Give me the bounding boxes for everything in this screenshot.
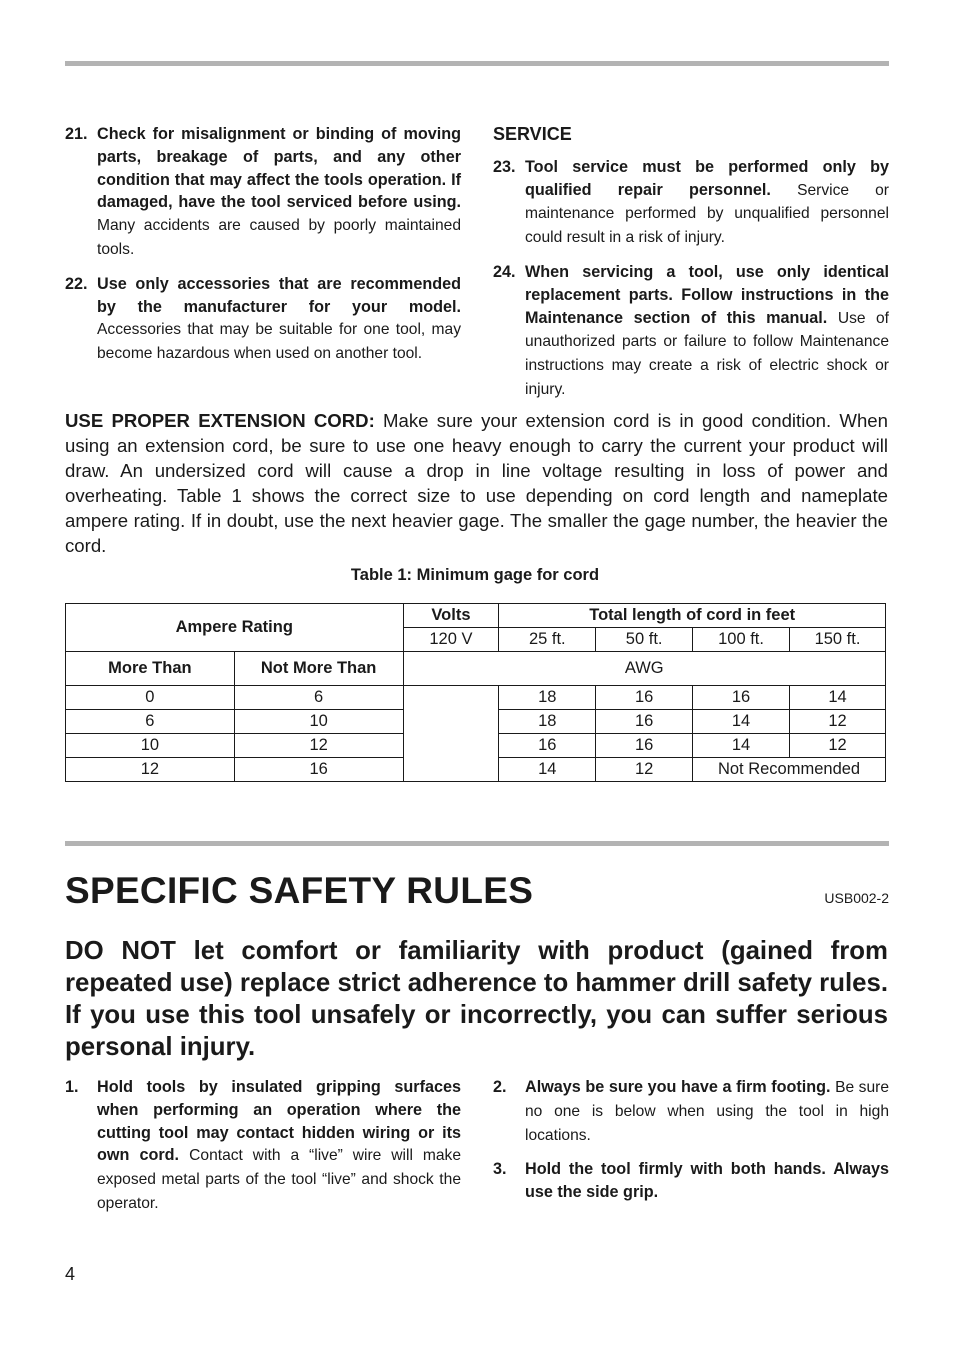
right-column	[493, 123, 889, 413]
cell-notmore: 6	[234, 686, 403, 710]
cell-more: 0	[66, 686, 235, 710]
list-item	[493, 156, 889, 250]
extension-cord-lead: USE PROPER EXTENSION CORD:	[65, 410, 375, 431]
cell-g150: 12	[790, 710, 886, 734]
item-bold-text: Tool service must be performed only by qualified repair personnel.	[525, 157, 889, 199]
cell-not-recommended: Not Recommended	[693, 758, 886, 782]
list-item	[493, 1076, 889, 1147]
item-bold-text: When servicing a tool, use only identical replacement parts. Follow instructions in the Maintenance section of this manual.	[525, 262, 889, 327]
table-header-row	[66, 652, 886, 686]
document-code: USB002-2	[824, 890, 889, 906]
extension-cord-body: Make sure your extension cord is in good condition. When using an extension cord, be sure to use one heavy enough to carry the current your product will draw. An undersized cord will cause a drop in line voltage resulting in loss of power and overheating. Table 1 shows the correct size to use depending on cord length and nameplate ampere rating. If in doubt, use the next heavier gage. The smaller the gage number, the heavier the cord.	[65, 410, 888, 556]
volts-header: Volts	[403, 604, 499, 628]
cell-g150: 14	[790, 686, 886, 710]
item-normal-text: Accessories that may be suitable for one tool, may become hazardous when used on another tool.	[97, 321, 461, 363]
item-text	[525, 1158, 889, 1205]
cell-g50: 16	[596, 686, 693, 710]
cell-g100: 16	[693, 686, 790, 710]
cell-g50: 16	[596, 710, 693, 734]
more-than-header: More Than	[66, 652, 235, 686]
length-25: 25 ft.	[499, 628, 596, 652]
item-text	[97, 1076, 461, 1216]
specific-right-column	[493, 1076, 889, 1216]
item-number: 23.	[493, 157, 516, 176]
specific-left-column	[65, 1076, 461, 1227]
item-text	[525, 156, 889, 250]
cell-g100: 14	[693, 710, 790, 734]
length-150: 150 ft.	[790, 628, 886, 652]
cell-notmore: 12	[234, 734, 403, 758]
cell-g25: 18	[499, 686, 596, 710]
cell-g100: 14	[693, 734, 790, 758]
item-normal-text: Service or maintenance performed by unqualified personnel could result in a risk of injury.	[525, 181, 889, 247]
not-more-than-header: Not More Than	[234, 652, 403, 686]
cell-more: 10	[66, 734, 235, 758]
item-text	[97, 273, 461, 366]
item-number: 21.	[65, 125, 88, 143]
item-normal-text: Many accidents are caused by poorly maintained tools.	[97, 217, 461, 258]
left-column	[65, 123, 461, 377]
volt-value: 120 V	[403, 628, 499, 652]
length-header: Total length of cord in feet	[499, 604, 886, 628]
item-bold-text: Hold tools by insulated gripping surfaces when performing an operation where the cutting tool may contact hidden wiring or its own cord.	[97, 1078, 461, 1165]
cell-g50: 12	[596, 758, 693, 782]
list-item	[493, 261, 889, 402]
ampere-rating-header: Ampere Rating	[66, 604, 404, 652]
item-number: 24.	[493, 262, 516, 281]
extension-cord-paragraph	[65, 408, 888, 558]
table-caption: Table 1: Minimum gage for cord	[350, 566, 600, 584]
item-normal-text: Be sure no one is below when using the tool in high locations.	[525, 1079, 889, 1144]
cell-more: 12	[66, 758, 235, 782]
item-text	[525, 1076, 889, 1147]
volts-blank-cell	[403, 686, 499, 782]
item-number: 2.	[493, 1078, 507, 1096]
section-title: SPECIFIC SAFETY RULES	[65, 870, 534, 911]
item-number: 3.	[493, 1160, 507, 1179]
item-number: 22.	[65, 274, 88, 293]
cell-g25: 14	[499, 758, 596, 782]
item-text	[97, 123, 461, 262]
item-number: 1.	[65, 1078, 79, 1096]
cell-g150: 12	[790, 734, 886, 758]
list-item	[65, 273, 461, 366]
table-header-row	[66, 604, 886, 628]
top-rule	[65, 61, 889, 66]
cell-g25: 18	[499, 710, 596, 734]
item-normal-text: Use of unauthorized parts or failure to follow Maintenance instructions may create a risk of electric shock or injury.	[525, 309, 889, 398]
awg-label: AWG	[403, 652, 886, 686]
cell-notmore: 16	[234, 758, 403, 782]
length-100: 100 ft.	[693, 628, 790, 652]
list-item	[65, 123, 461, 262]
item-text	[525, 261, 889, 402]
section-rule	[65, 841, 889, 846]
list-item	[65, 1076, 461, 1216]
service-heading: SERVICE	[493, 124, 572, 144]
cell-g50: 16	[596, 734, 693, 758]
list-item	[493, 1158, 889, 1205]
item-bold-text: Always be sure you have a firm footing.	[525, 1078, 831, 1096]
cord-gage-table	[65, 603, 886, 782]
cell-more: 6	[66, 710, 235, 734]
length-50: 50 ft.	[596, 628, 693, 652]
warning-paragraph: DO NOT let comfort or familiarity with product (gained from repeated use) replace strict adherence to hammer drill safety rules. If you use this tool unsafely or incorrectly, you can suffer serious personal injury.	[65, 937, 888, 1061]
table-row	[66, 686, 886, 710]
item-bold-text: Check for misalignment or binding of moving parts, breakage of parts, and any other condition that may affect the tools operation. If damaged, have the tool serviced before using.	[97, 125, 461, 212]
cell-notmore: 10	[234, 710, 403, 734]
page-number: 4	[65, 1264, 76, 1284]
item-normal-text: Contact with a “live” wire will make exposed metal parts of the tool “live” and shock the operator.	[97, 1147, 461, 1212]
item-bold-text: Use only accessories that are recommended by the manufacturer for your model.	[97, 274, 461, 316]
cell-g25: 16	[499, 734, 596, 758]
item-bold-text: Hold the tool firmly with both hands. Always use the side grip.	[525, 1160, 889, 1202]
